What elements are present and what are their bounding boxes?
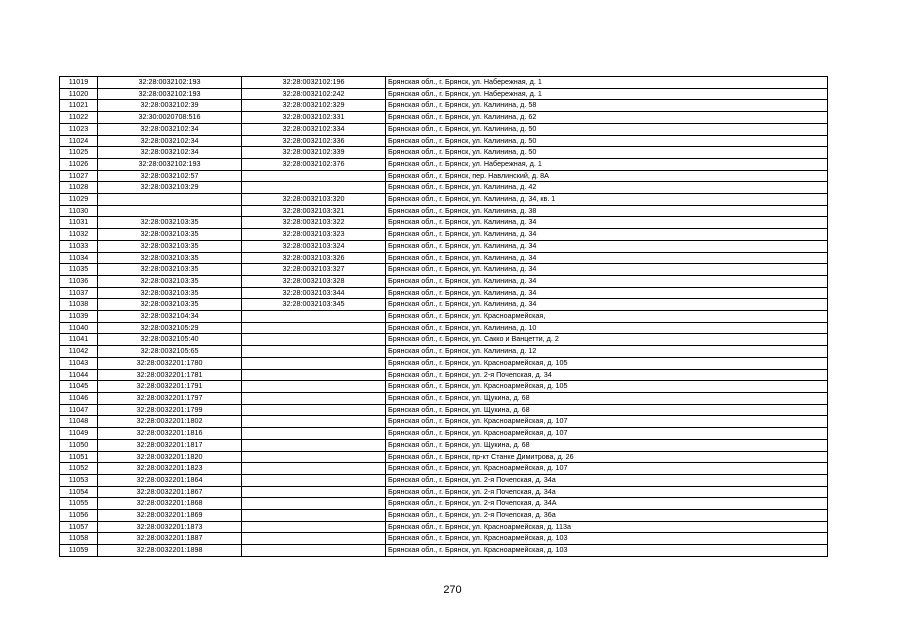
- land-cadastral-number-cell: 32:28:0032102:193: [98, 88, 242, 100]
- object-cadastral-number-cell: [242, 498, 386, 510]
- land-cadastral-number-cell: 32:28:0032201:1780: [98, 357, 242, 369]
- object-cadastral-number-cell: [242, 463, 386, 475]
- address-cell: Брянская обл., г. Брянск, ул. Щукина, д. 68: [386, 404, 828, 416]
- object-cadastral-number-cell: [242, 416, 386, 428]
- table-row: [60, 252, 828, 264]
- object-cadastral-number-cell: [242, 486, 386, 498]
- land-cadastral-number-cell: 32:28:0032103:35: [98, 275, 242, 287]
- row-number-cell: 11044: [60, 369, 98, 381]
- land-cadastral-number-cell: 32:28:0032104:34: [98, 311, 242, 323]
- address-cell: Брянская обл., г. Брянск, пер. Навлинский, д. 8А: [386, 170, 828, 182]
- object-cadastral-number-cell: [242, 404, 386, 416]
- object-cadastral-number-cell: 32:28:0032103:321: [242, 205, 386, 217]
- row-number-cell: 11052: [60, 463, 98, 475]
- row-number-cell: 11028: [60, 182, 98, 194]
- table-row: [60, 170, 828, 182]
- table-row: [60, 77, 828, 89]
- address-cell: Брянская обл., г. Брянск, ул. Калинина, д. 34: [386, 217, 828, 229]
- address-cell: Брянская обл., г. Брянск, ул. Красноармейская, д. 113а: [386, 521, 828, 533]
- land-cadastral-number-cell: 32:28:0032105:65: [98, 346, 242, 358]
- object-cadastral-number-cell: [242, 381, 386, 393]
- land-cadastral-number-cell: 32:28:0032102:34: [98, 135, 242, 147]
- object-cadastral-number-cell: [242, 451, 386, 463]
- table-row: [60, 474, 828, 486]
- table-row: [60, 416, 828, 428]
- table-row: [60, 123, 828, 135]
- object-cadastral-number-cell: 32:28:0032102:336: [242, 135, 386, 147]
- land-cadastral-number-cell: 32:28:0032201:1868: [98, 498, 242, 510]
- row-number-cell: 11054: [60, 486, 98, 498]
- land-cadastral-number-cell: 32:28:0032102:193: [98, 158, 242, 170]
- table-row: [60, 299, 828, 311]
- row-number-cell: 11057: [60, 521, 98, 533]
- row-number-cell: 11043: [60, 357, 98, 369]
- address-cell: Брянская обл., г. Брянск, ул. Калинина, д. 34: [386, 275, 828, 287]
- table-row: [60, 392, 828, 404]
- land-cadastral-number-cell: 32:28:0032102:39: [98, 100, 242, 112]
- registry-table-body: [60, 77, 828, 557]
- table-row: [60, 346, 828, 358]
- object-cadastral-number-cell: 32:28:0032102:196: [242, 77, 386, 89]
- address-cell: Брянская обл., г. Брянск, ул. Калинина, д. 50: [386, 135, 828, 147]
- address-cell: Брянская обл., г. Брянск, ул. Щукина, д. 68: [386, 439, 828, 451]
- land-cadastral-number-cell: 32:28:0032201:1797: [98, 392, 242, 404]
- address-cell: Брянская обл., г. Брянск, ул. Калинина, д. 34: [386, 252, 828, 264]
- table-row: [60, 498, 828, 510]
- address-cell: Брянская обл., г. Брянск, ул. Набережная, д. 1: [386, 158, 828, 170]
- object-cadastral-number-cell: [242, 334, 386, 346]
- object-cadastral-number-cell: [242, 428, 386, 440]
- table-row: [60, 194, 828, 206]
- table-row: [60, 88, 828, 100]
- table-row: [60, 381, 828, 393]
- table-row: [60, 357, 828, 369]
- address-cell: Брянская обл., г. Брянск, ул. Щукина, д. 68: [386, 392, 828, 404]
- row-number-cell: 11059: [60, 545, 98, 557]
- row-number-cell: 11021: [60, 100, 98, 112]
- table-row: [60, 533, 828, 545]
- address-cell: Брянская обл., г. Брянск, пр-кт Станке Димитрова, д. 26: [386, 451, 828, 463]
- table-row: [60, 404, 828, 416]
- row-number-cell: 11019: [60, 77, 98, 89]
- table-row: [60, 205, 828, 217]
- row-number-cell: 11056: [60, 510, 98, 522]
- page-number: 270: [443, 584, 462, 596]
- address-cell: Брянская обл., г. Брянск, ул. Калинина, д. 10: [386, 322, 828, 334]
- land-cadastral-number-cell: 32:28:0032201:1867: [98, 486, 242, 498]
- object-cadastral-number-cell: 32:28:0032102:339: [242, 147, 386, 159]
- land-cadastral-number-cell: 32:28:0032201:1864: [98, 474, 242, 486]
- object-cadastral-number-cell: [242, 545, 386, 557]
- table-row: [60, 521, 828, 533]
- land-cadastral-number-cell: 32:28:0032201:1816: [98, 428, 242, 440]
- land-cadastral-number-cell: 32:28:0032103:35: [98, 240, 242, 252]
- land-cadastral-number-cell: [98, 194, 242, 206]
- row-number-cell: 11022: [60, 112, 98, 124]
- land-cadastral-number-cell: 32:30:0020708:516: [98, 112, 242, 124]
- table-row: [60, 135, 828, 147]
- object-cadastral-number-cell: 32:28:0032103:328: [242, 275, 386, 287]
- row-number-cell: 11039: [60, 311, 98, 323]
- address-cell: Брянская обл., г. Брянск, ул. 2-я Почепская, д. 34а: [386, 486, 828, 498]
- land-cadastral-number-cell: [98, 205, 242, 217]
- address-cell: Брянская обл., г. Брянск, ул. Набережная, д. 1: [386, 77, 828, 89]
- address-cell: Брянская обл., г. Брянск, ул. Красноармейская, д. 103: [386, 545, 828, 557]
- land-cadastral-number-cell: 32:28:0032103:35: [98, 287, 242, 299]
- address-cell: Брянская обл., г. Брянск, ул. Калинина, д. 62: [386, 112, 828, 124]
- row-number-cell: 11050: [60, 439, 98, 451]
- land-cadastral-number-cell: 32:28:0032201:1791: [98, 381, 242, 393]
- row-number-cell: 11025: [60, 147, 98, 159]
- table-row: [60, 451, 828, 463]
- row-number-cell: 11041: [60, 334, 98, 346]
- object-cadastral-number-cell: 32:28:0032102:331: [242, 112, 386, 124]
- row-number-cell: 11026: [60, 158, 98, 170]
- address-cell: Брянская обл., г. Брянск, ул. 2-я Почепская, д. 34а: [386, 474, 828, 486]
- land-cadastral-number-cell: 32:28:0032201:1817: [98, 439, 242, 451]
- object-cadastral-number-cell: 32:28:0032103:344: [242, 287, 386, 299]
- table-row: [60, 147, 828, 159]
- row-number-cell: 11036: [60, 275, 98, 287]
- address-cell: Брянская обл., г. Брянск, ул. Красноармейская, д. 105: [386, 357, 828, 369]
- object-cadastral-number-cell: [242, 392, 386, 404]
- land-cadastral-number-cell: 32:28:0032103:35: [98, 217, 242, 229]
- address-cell: Брянская обл., г. Брянск, ул. Калинина, д. 34: [386, 264, 828, 276]
- address-cell: Брянская обл., г. Брянск, ул. Калинина, д. 34: [386, 287, 828, 299]
- registry-table: [59, 76, 828, 557]
- row-number-cell: 11058: [60, 533, 98, 545]
- address-cell: Брянская обл., г. Брянск, ул. 2-я Почепская, д. 36а: [386, 510, 828, 522]
- table-row: [60, 463, 828, 475]
- row-number-cell: 11024: [60, 135, 98, 147]
- row-number-cell: 11040: [60, 322, 98, 334]
- table-row: [60, 439, 828, 451]
- address-cell: Брянская обл., г. Брянск, ул. Сакко и Ванцетти, д. 2: [386, 334, 828, 346]
- row-number-cell: 11046: [60, 392, 98, 404]
- address-cell: Брянская обл., г. Брянск, ул. Калинина, д. 34: [386, 229, 828, 241]
- table-row: [60, 334, 828, 346]
- row-number-cell: 11051: [60, 451, 98, 463]
- table-row: [60, 264, 828, 276]
- row-number-cell: 11029: [60, 194, 98, 206]
- land-cadastral-number-cell: 32:28:0032201:1820: [98, 451, 242, 463]
- land-cadastral-number-cell: 32:28:0032105:29: [98, 322, 242, 334]
- table-row: [60, 158, 828, 170]
- table-row: [60, 510, 828, 522]
- table-row: [60, 428, 828, 440]
- object-cadastral-number-cell: 32:28:0032103:323: [242, 229, 386, 241]
- land-cadastral-number-cell: 32:28:0032102:34: [98, 147, 242, 159]
- address-cell: Брянская обл., г. Брянск, ул. Красноармейская, д. 103: [386, 533, 828, 545]
- land-cadastral-number-cell: 32:28:0032102:193: [98, 77, 242, 89]
- land-cadastral-number-cell: 32:28:0032105:40: [98, 334, 242, 346]
- land-cadastral-number-cell: 32:28:0032201:1869: [98, 510, 242, 522]
- table-row: [60, 322, 828, 334]
- object-cadastral-number-cell: 32:28:0032103:327: [242, 264, 386, 276]
- object-cadastral-number-cell: [242, 439, 386, 451]
- row-number-cell: 11045: [60, 381, 98, 393]
- table-row: [60, 275, 828, 287]
- land-cadastral-number-cell: 32:28:0032103:35: [98, 252, 242, 264]
- object-cadastral-number-cell: [242, 311, 386, 323]
- object-cadastral-number-cell: [242, 357, 386, 369]
- object-cadastral-number-cell: [242, 474, 386, 486]
- address-cell: Брянская обл., г. Брянск, ул. Калинина, д. 34: [386, 299, 828, 311]
- address-cell: Брянская обл., г. Брянск, ул. Калинина, д. 58: [386, 100, 828, 112]
- row-number-cell: 11037: [60, 287, 98, 299]
- row-number-cell: 11034: [60, 252, 98, 264]
- table-row: [60, 217, 828, 229]
- land-cadastral-number-cell: 32:28:0032201:1781: [98, 369, 242, 381]
- row-number-cell: 11030: [60, 205, 98, 217]
- land-cadastral-number-cell: 32:28:0032201:1802: [98, 416, 242, 428]
- land-cadastral-number-cell: 32:28:0032201:1873: [98, 521, 242, 533]
- address-cell: Брянская обл., г. Брянск, ул. Калинина, д. 42: [386, 182, 828, 194]
- row-number-cell: 11053: [60, 474, 98, 486]
- object-cadastral-number-cell: [242, 346, 386, 358]
- address-cell: Брянская обл., г. Брянск, ул. Красноармейская,: [386, 311, 828, 323]
- table-row: [60, 182, 828, 194]
- table-row: [60, 229, 828, 241]
- object-cadastral-number-cell: 32:28:0032103:326: [242, 252, 386, 264]
- object-cadastral-number-cell: [242, 182, 386, 194]
- row-number-cell: 11027: [60, 170, 98, 182]
- row-number-cell: 11038: [60, 299, 98, 311]
- address-cell: Брянская обл., г. Брянск, ул. Калинина, д. 38: [386, 205, 828, 217]
- row-number-cell: 11055: [60, 498, 98, 510]
- object-cadastral-number-cell: [242, 510, 386, 522]
- address-cell: Брянская обл., г. Брянск, ул. Красноармейская, д. 107: [386, 416, 828, 428]
- land-cadastral-number-cell: 32:28:0032201:1823: [98, 463, 242, 475]
- address-cell: Брянская обл., г. Брянск, ул. Калинина, д. 50: [386, 123, 828, 135]
- land-cadastral-number-cell: 32:28:0032102:57: [98, 170, 242, 182]
- table-row: [60, 311, 828, 323]
- table-row: [60, 486, 828, 498]
- land-cadastral-number-cell: 32:28:0032103:35: [98, 299, 242, 311]
- object-cadastral-number-cell: 32:28:0032103:322: [242, 217, 386, 229]
- land-cadastral-number-cell: 32:28:0032201:1887: [98, 533, 242, 545]
- address-cell: Брянская обл., г. Брянск, ул. Набережная, д. 1: [386, 88, 828, 100]
- land-cadastral-number-cell: 32:28:0032103:35: [98, 229, 242, 241]
- table-row: [60, 369, 828, 381]
- address-cell: Брянская обл., г. Брянск, ул. Красноармейская, д. 107: [386, 428, 828, 440]
- row-number-cell: 11033: [60, 240, 98, 252]
- address-cell: Брянская обл., г. Брянск, ул. Калинина, д. 50: [386, 147, 828, 159]
- row-number-cell: 11031: [60, 217, 98, 229]
- object-cadastral-number-cell: [242, 521, 386, 533]
- object-cadastral-number-cell: 32:28:0032103:324: [242, 240, 386, 252]
- row-number-cell: 11032: [60, 229, 98, 241]
- land-cadastral-number-cell: 32:28:0032201:1898: [98, 545, 242, 557]
- address-cell: Брянская обл., г. Брянск, ул. Красноармейская, д. 105: [386, 381, 828, 393]
- row-number-cell: 11048: [60, 416, 98, 428]
- row-number-cell: 11049: [60, 428, 98, 440]
- row-number-cell: 11023: [60, 123, 98, 135]
- object-cadastral-number-cell: [242, 322, 386, 334]
- table-row: [60, 100, 828, 112]
- object-cadastral-number-cell: 32:28:0032102:376: [242, 158, 386, 170]
- table-row: [60, 240, 828, 252]
- object-cadastral-number-cell: [242, 369, 386, 381]
- land-cadastral-number-cell: 32:28:0032201:1799: [98, 404, 242, 416]
- table-row: [60, 112, 828, 124]
- land-cadastral-number-cell: 32:28:0032102:34: [98, 123, 242, 135]
- object-cadastral-number-cell: 32:28:0032102:329: [242, 100, 386, 112]
- address-cell: Брянская обл., г. Брянск, ул. Красноармейская, д. 107: [386, 463, 828, 475]
- object-cadastral-number-cell: 32:28:0032103:320: [242, 194, 386, 206]
- object-cadastral-number-cell: 32:28:0032102:334: [242, 123, 386, 135]
- object-cadastral-number-cell: 32:28:0032102:242: [242, 88, 386, 100]
- address-cell: Брянская обл., г. Брянск, ул. Калинина, д. 34: [386, 240, 828, 252]
- object-cadastral-number-cell: 32:28:0032103:345: [242, 299, 386, 311]
- row-number-cell: 11020: [60, 88, 98, 100]
- row-number-cell: 11035: [60, 264, 98, 276]
- row-number-cell: 11042: [60, 346, 98, 358]
- land-cadastral-number-cell: 32:28:0032103:29: [98, 182, 242, 194]
- address-cell: Брянская обл., г. Брянск, ул. Калинина, д. 12: [386, 346, 828, 358]
- address-cell: Брянская обл., г. Брянск, ул. Калинина, д. 34, кв. 1: [386, 194, 828, 206]
- land-cadastral-number-cell: 32:28:0032103:35: [98, 264, 242, 276]
- row-number-cell: 11047: [60, 404, 98, 416]
- object-cadastral-number-cell: [242, 170, 386, 182]
- table-row: [60, 545, 828, 557]
- address-cell: Брянская обл., г. Брянск, ул. 2-я Почепская, д. 34: [386, 369, 828, 381]
- table-row: [60, 287, 828, 299]
- address-cell: Брянская обл., г. Брянск, ул. 2-я Почепская, д. 34А: [386, 498, 828, 510]
- object-cadastral-number-cell: [242, 533, 386, 545]
